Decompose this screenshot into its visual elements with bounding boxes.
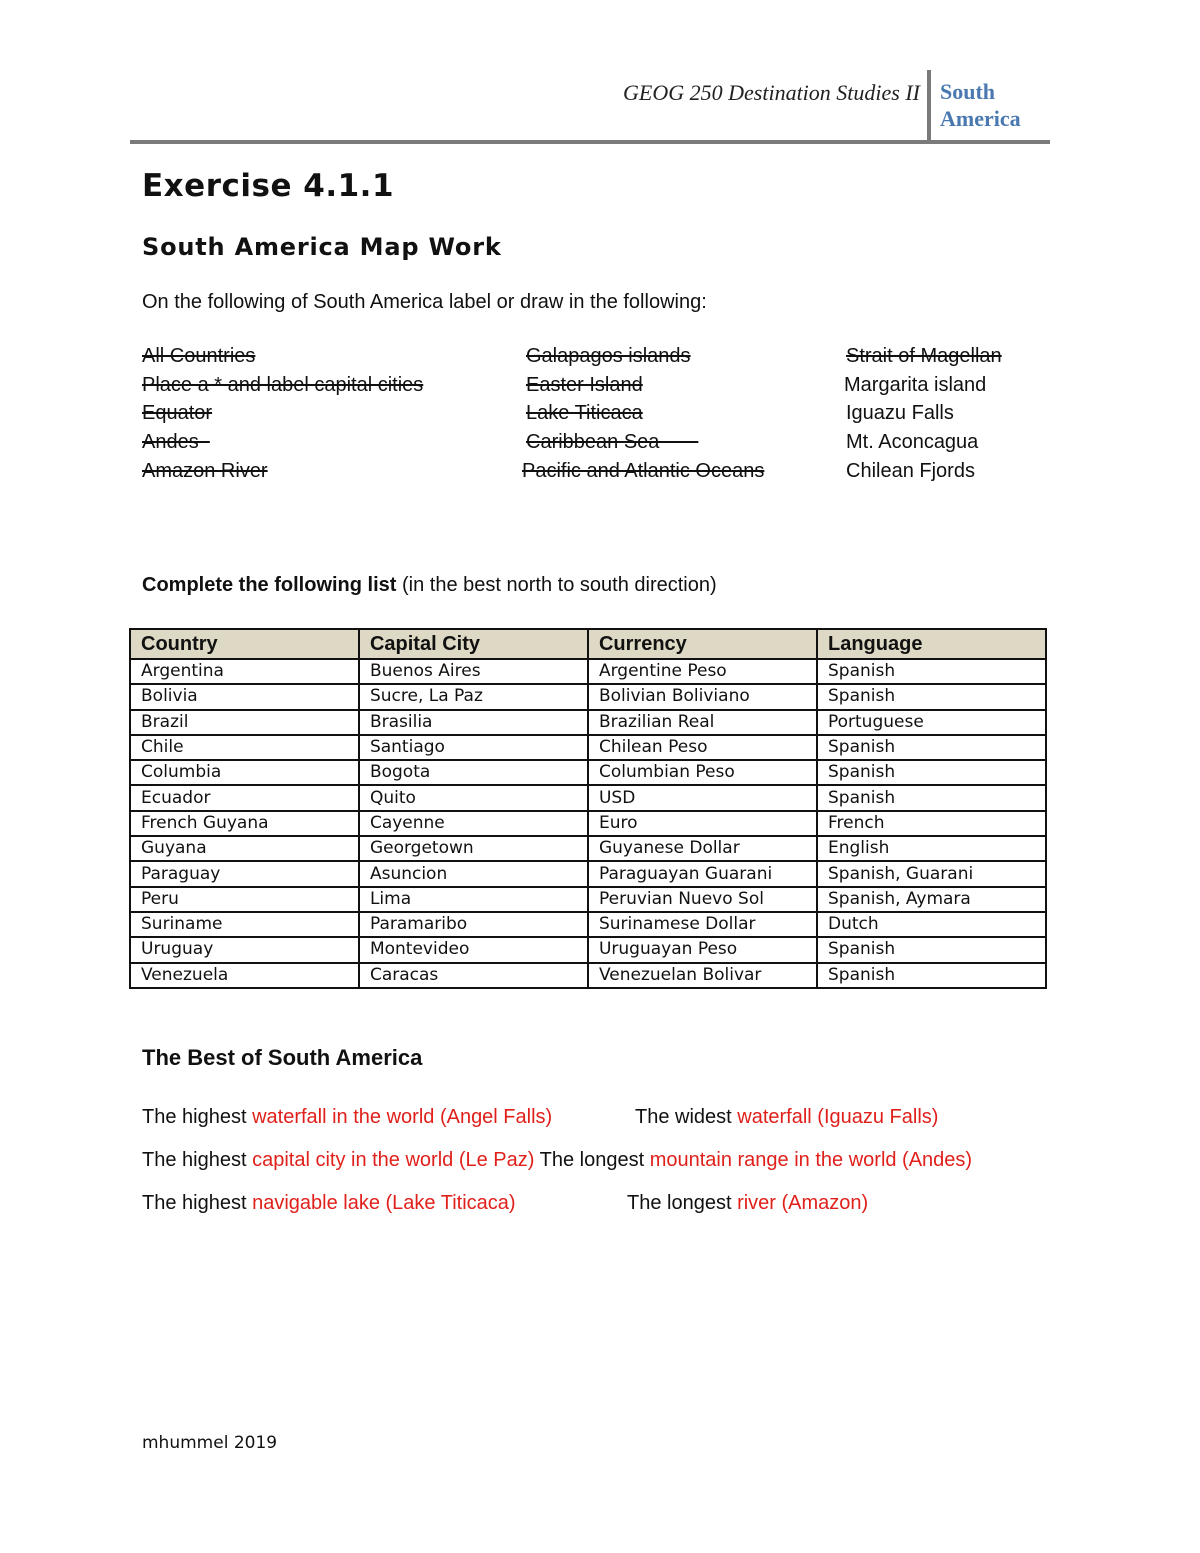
footer-author: mhummel 2019 [142,1433,278,1453]
map-item: Margarita island [844,374,987,396]
cell-currency: Paraguayan Guarani [588,861,817,886]
table-row [130,861,1046,886]
map-item: Easter Island [526,374,643,396]
table-row [130,785,1046,810]
map-item: Galapagos islands [526,345,691,367]
table-header-row [130,629,1046,659]
cell-currency: Argentine Peso [588,659,817,684]
cell-language: Spanish [817,735,1046,760]
cell-language: French [817,811,1046,836]
cell-currency: Surinamese Dollar [588,912,817,937]
table-row [130,684,1046,709]
map-item: Chilean Fjords [846,460,975,482]
cell-capital: Caracas [359,963,588,988]
map-item: Andes [142,431,210,453]
cell-capital: Brasilia [359,710,588,735]
map-item: Lake Titicaca [526,402,643,424]
map-item: Amazon River [142,460,268,482]
page-header [130,70,1050,144]
map-item: Iguazu Falls [846,402,954,424]
cell-currency: Euro [588,811,817,836]
map-item: Mt. Aconcagua [846,431,979,453]
best-of-title: The Best of South America [142,1045,423,1070]
cell-language: Dutch [817,912,1046,937]
column-header-country: Country [130,629,359,659]
country-table [129,628,1047,989]
cell-currency: Venezuelan Bolivar [588,963,817,988]
cell-language: Spanish [817,963,1046,988]
column-header-capital: Capital City [359,629,588,659]
cell-language: Spanish [817,659,1046,684]
cell-language: Spanish [817,937,1046,962]
table-row [130,710,1046,735]
cell-capital: Paramaribo [359,912,588,937]
fact-prefix: The highest [142,1106,253,1128]
cell-capital: Montevideo [359,937,588,962]
cell-language: Spanish [817,684,1046,709]
table-row [130,937,1046,962]
map-item: Pacific and Atlantic Oceans [522,460,765,482]
cell-language: Portuguese [817,710,1046,735]
list-heading-rest: (in the best north to south direction) [396,574,717,596]
cell-language: Spanish [817,760,1046,785]
fact-answer: river (Amazon) [737,1192,869,1214]
cell-currency: Uruguayan Peso [588,937,817,962]
column-header-language: Language [817,629,1046,659]
cell-currency: Chilean Peso [588,735,817,760]
cell-country: Brazil [130,710,359,735]
cell-capital: Sucre, La Paz [359,684,588,709]
fact-answer: navigable lake (Lake Titicaca) [252,1192,516,1214]
cell-currency: Columbian Peso [588,760,817,785]
table-row [130,811,1046,836]
cell-capital: Lima [359,887,588,912]
region-line-1: South [940,79,996,104]
region-label [940,78,1060,132]
cell-country: Venezuela [130,963,359,988]
cell-country: Guyana [130,836,359,861]
fact-answer: waterfall in the world (Angel Falls) [252,1106,553,1128]
fact-prefix: The highest [142,1149,253,1171]
header-rule [130,140,1050,144]
region-line-2: America [940,106,1021,131]
fact-line [635,1106,938,1129]
cell-language: English [817,836,1046,861]
exercise-title: Exercise 4.1.1 [142,168,395,204]
cell-country: Bolivia [130,684,359,709]
fact-answer: waterfall (Iguazu Falls) [737,1106,939,1128]
fact-line [142,1192,516,1215]
cell-country: Paraguay [130,861,359,886]
cell-country: Chile [130,735,359,760]
fact-prefix: The widest [635,1106,738,1128]
header-divider [927,70,931,142]
cell-capital: Santiago [359,735,588,760]
table-row [130,912,1046,937]
cell-country: Columbia [130,760,359,785]
cell-country: Ecuador [130,785,359,810]
fact-line [142,1149,972,1172]
cell-country: Uruguay [130,937,359,962]
instruction: On the following of South America label or draw in the following: [142,291,707,313]
fact-line [627,1192,868,1215]
cell-country: French Guyana [130,811,359,836]
cell-capital: Asuncion [359,861,588,886]
fact-answer: capital city in the world (Le Paz) [252,1149,535,1171]
cell-capital: Buenos Aires [359,659,588,684]
cell-currency: Guyanese Dollar [588,836,817,861]
fact-prefix: The longest [627,1192,738,1214]
cell-language: Spanish, Aymara [817,887,1046,912]
subtitle: South America Map Work [142,233,502,261]
map-item: Equator [142,402,213,424]
cell-currency: Bolivian Boliviano [588,684,817,709]
cell-currency: Brazilian Real [588,710,817,735]
map-item: Strait of Magellan [846,345,1002,367]
cell-capital: Georgetown [359,836,588,861]
fact-line [142,1106,552,1129]
map-item: Caribbean Sea [526,431,699,453]
course-title: GEOG 250 Destination Studies II [623,80,920,105]
table-row [130,836,1046,861]
list-heading-bold: Complete the following list [142,574,397,596]
list-heading [142,574,717,597]
table-row [130,963,1046,988]
fact-prefix: The highest [142,1192,253,1214]
table-row [130,735,1046,760]
fact-answer: mountain range in the world (Andes) [649,1149,973,1171]
cell-currency: Peruvian Nuevo Sol [588,887,817,912]
cell-language: Spanish [817,785,1046,810]
cell-capital: Cayenne [359,811,588,836]
cell-capital: Quito [359,785,588,810]
cell-country: Peru [130,887,359,912]
cell-currency: USD [588,785,817,810]
cell-language: Spanish, Guarani [817,861,1046,886]
table-row [130,659,1046,684]
table-row [130,760,1046,785]
map-item: Place a * and label capital cities [142,374,424,396]
column-header-currency: Currency [588,629,817,659]
cell-country: Suriname [130,912,359,937]
cell-country: Argentina [130,659,359,684]
fact-prefix: The longest [534,1149,650,1171]
cell-capital: Bogota [359,760,588,785]
map-item: All Countries [142,345,256,367]
table-row [130,887,1046,912]
